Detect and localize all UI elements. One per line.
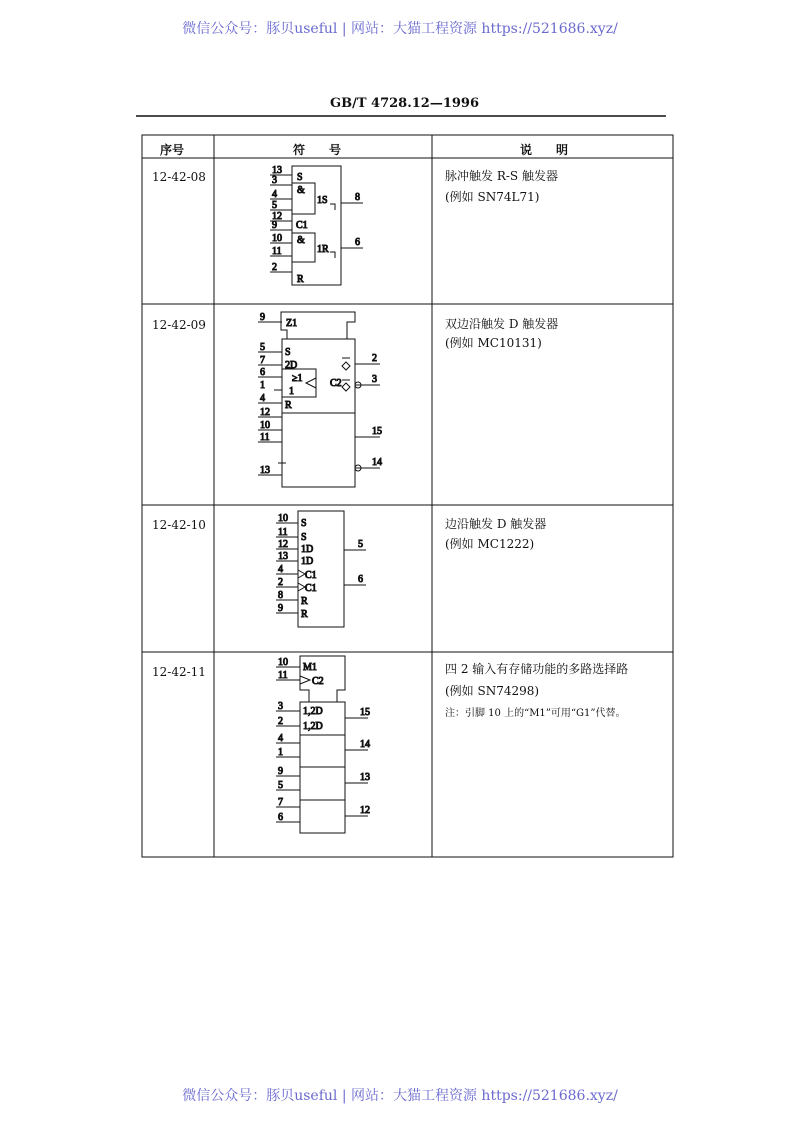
qualifying-symbol: C1 <box>296 220 308 231</box>
qualifying-symbol: S <box>301 518 307 529</box>
input-pin-label: 10 <box>278 657 288 668</box>
qualifying-symbol: & <box>297 185 305 196</box>
row-id: 12-42-11 <box>152 665 206 679</box>
standard-header: GB/T 4728.12—1996 <box>330 96 480 111</box>
output-pin-label: 14 <box>360 739 370 750</box>
input-pin-label: 13 <box>272 165 282 176</box>
qualifying-symbol: R <box>301 596 308 607</box>
output-pin-label: 14 <box>372 457 382 468</box>
input-pin-label: 2 <box>278 577 283 588</box>
input-pin-label: 3 <box>272 175 277 186</box>
input-pin-label: 1 <box>260 380 265 391</box>
input-pin-label: 9 <box>278 766 283 777</box>
input-pin-label: 10 <box>260 420 270 431</box>
qualifying-symbol: 1,2D <box>303 721 323 732</box>
qualifying-symbol: 1D <box>301 556 314 567</box>
qualifying-symbol: R <box>297 274 304 285</box>
output-pin-label: 3 <box>372 374 377 385</box>
qualifying-symbol: C2 <box>330 378 342 389</box>
output-pin-label: 5 <box>358 539 363 550</box>
input-pin-label: 10 <box>278 513 288 524</box>
input-pin-label: 12 <box>272 211 282 222</box>
input-pin-label: 7 <box>260 355 265 366</box>
input-pin-label: 5 <box>260 342 265 353</box>
qualifying-symbol: 1S <box>317 195 328 206</box>
qualifying-symbol: C1 <box>305 570 317 581</box>
dynamic-input-mark <box>300 676 310 684</box>
output-pin-label: 12 <box>360 805 370 816</box>
input-pin-label: 9 <box>272 220 277 231</box>
row-id: 12-42-08 <box>152 170 206 184</box>
input-pin-label: 4 <box>272 189 277 200</box>
row-example: (例如 MC10131) <box>445 336 542 350</box>
input-pin-label: 12 <box>278 539 288 550</box>
row-desc: 四 2 输入有存储功能的多路选择路 <box>445 662 629 676</box>
qualifying-symbol: S <box>297 172 303 183</box>
input-pin-label: 9 <box>278 603 283 614</box>
row-desc: 脉冲触发 R-S 触发器 <box>445 169 558 183</box>
qualifying-symbol: C2 <box>312 676 324 687</box>
input-pin-label: 13 <box>278 551 288 562</box>
input-pin-label: 6 <box>278 812 283 823</box>
input-pin-label: 7 <box>278 797 283 808</box>
qualifying-symbol: C1 <box>305 583 317 594</box>
input-pin-label: 3 <box>278 701 283 712</box>
output-pin-label: 6 <box>358 574 363 585</box>
qualifying-symbol: S <box>301 532 307 543</box>
qualifying-symbol: R <box>285 400 292 411</box>
input-pin-label: 4 <box>278 564 283 575</box>
input-pin-label: 8 <box>278 590 283 601</box>
row-example: (例如 MC1222) <box>445 537 535 551</box>
qualifying-symbol: 1D <box>301 544 314 555</box>
qualifying-symbol: ≥1 <box>292 373 303 384</box>
input-pin-label: 10 <box>272 233 282 244</box>
row-example: (例如 SN74298) <box>445 684 540 698</box>
row-example: (例如 SN74L71) <box>445 190 540 204</box>
col-header-symbol: 符 号 <box>293 143 342 157</box>
table-border <box>142 135 673 857</box>
row-id: 12-42-10 <box>152 518 206 532</box>
row-note: 注：引脚 10 上的“M1”可用“G1”代替。 <box>445 708 626 719</box>
row-desc: 边沿触发 D 触发器 <box>445 517 547 531</box>
row-desc: 双边沿触发 D 触发器 <box>445 317 559 331</box>
postponed-output-mark <box>342 358 350 391</box>
input-pin-label: 11 <box>272 246 282 257</box>
qualifying-symbol: 1 <box>289 386 294 397</box>
input-pin-label: 12 <box>260 407 270 418</box>
symbol-dual-edge-d-flipflop <box>281 312 355 487</box>
output-pin-label: 15 <box>372 426 382 437</box>
col-header-description: 说 明 <box>520 143 569 157</box>
qualifying-symbol: R <box>301 609 308 620</box>
input-pin-label: 2 <box>272 262 277 273</box>
watermark-bottom: 微信公众号：豚贝useful | 网站：大猫工程资源 https://521686.xyz/ <box>182 1088 618 1104</box>
input-pin-label: 1 <box>278 747 283 758</box>
output-pin-label: 13 <box>360 772 370 783</box>
input-pin-label: 5 <box>278 780 283 791</box>
output-pin-label: 15 <box>360 707 370 718</box>
dynamic-input-mark <box>298 570 305 591</box>
postponed-output-mark <box>330 204 335 258</box>
qualifying-symbol: Z1 <box>286 318 298 329</box>
input-pin-label: 5 <box>272 200 277 211</box>
input-pin-label: 4 <box>278 733 283 744</box>
input-pin-label: 13 <box>260 465 270 476</box>
qualifying-symbol: 2D <box>285 360 298 371</box>
qualifying-symbol: 1R <box>317 244 329 255</box>
qualifying-symbol: 1,2D <box>303 706 323 717</box>
input-pin-label: 11 <box>278 670 288 681</box>
output-pin-label: 6 <box>355 237 360 248</box>
qualifying-symbol: S <box>285 347 291 358</box>
output-pin-label: 2 <box>372 353 377 364</box>
qualifying-symbol: M1 <box>303 662 317 673</box>
input-pin-label: 6 <box>260 367 265 378</box>
input-pin-label: 4 <box>260 393 265 404</box>
row-id: 12-42-09 <box>152 318 206 332</box>
input-pin-label: 9 <box>260 312 265 323</box>
watermark-top: 微信公众号：豚贝useful | 网站：大猫工程资源 https://521686.xyz/ <box>182 21 618 37</box>
input-pin-label: 11 <box>260 432 270 443</box>
output-pin-label: 8 <box>355 192 360 203</box>
input-pin-label: 11 <box>278 527 288 538</box>
input-pin-label: 2 <box>278 716 283 727</box>
col-header-index: 序号 <box>160 143 185 157</box>
qualifying-symbol: & <box>297 235 305 246</box>
